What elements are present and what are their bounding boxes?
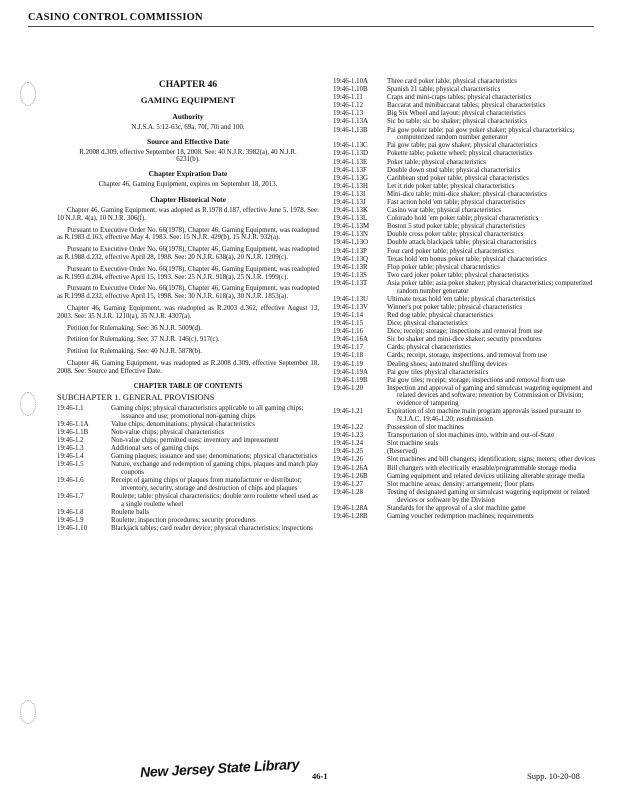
section-title: Gaming voucher redemption machines; requirements [387, 512, 534, 520]
chapter-number: CHAPTER 46 [158, 80, 218, 90]
section-title: Dice; physical characteristics [387, 320, 468, 328]
section-number: 19:46-1.13H [333, 182, 369, 190]
section-title: Sic bo table; sic bo shaker; physical characteristics [387, 118, 527, 126]
history-note: Pursuant to Executive Order No. 66(1978), Chapter 46, Gaming Equipment, was readopted as R.1983 d.163, effective May 4, 1983. See: 15 N.J.R. 429(b), 15 N.J.R. 932(a). [57, 226, 319, 242]
section-number: 19:46-1.13R [333, 263, 368, 271]
section-number: 19:46-1.13I [333, 190, 366, 198]
toc-entry [333, 78, 598, 86]
toc-entry [333, 199, 598, 207]
toc-entry [333, 296, 598, 304]
section-title: Slot machines and bill changers; identification; signs; meters; other devices [387, 456, 596, 464]
history-notes [57, 207, 319, 376]
toc-entry [333, 142, 598, 150]
section-number: 19:46-1.1A [57, 420, 89, 428]
toc-entry [333, 150, 598, 158]
toc-entry [333, 191, 598, 199]
section-title: Baccarat and minibaccarat tables; physical characteristics [387, 102, 546, 110]
toc-entry [333, 127, 598, 142]
section-title: Double cross poker table; physical characteristics [387, 231, 524, 239]
section-title: Gaming equipment and related devices utilizing alterable storage media [387, 472, 585, 480]
section-number: 19:46-1.19A [333, 368, 369, 376]
section-number: 19:46-1.13L [333, 215, 368, 223]
section-title: Cards; physical characteristics [387, 344, 471, 352]
toc-entry [333, 440, 598, 448]
section-number: 19:46-1.13N [333, 231, 369, 239]
section-title: Big Six Wheel and layout; physical characteristics [387, 110, 526, 118]
toc-entry [333, 256, 598, 264]
section-title: Pokette table; pokette wheel; physical characteristics [387, 150, 533, 158]
toc-entry [333, 239, 598, 247]
toc-entry [333, 473, 598, 481]
section-number: 19:46-1.22 [333, 424, 364, 432]
section-title: Caribbean stud poker table; physical characteristics [387, 174, 529, 182]
section-title: Casino war table; physical characteristics [387, 207, 502, 215]
toc-entry [333, 86, 598, 94]
history-note: Chapter 46, Gaming Equipment, was readopted as R.2008 d.309, effective September 18, 2008. See: Source and Effective Date. [57, 360, 319, 375]
toc-entry [57, 421, 319, 429]
section-title: Slot machine seals [387, 440, 439, 448]
toc-heading: CHAPTER TABLE OF CONTENTS [133, 382, 243, 390]
toc-entry [57, 517, 319, 525]
section-title: Red dog table; physical characteristics [387, 311, 494, 319]
toc-entry [333, 320, 598, 328]
section-title: Four card poker table; physical characteristics [387, 247, 514, 255]
section-number: 19:46-1.23 [333, 432, 364, 440]
toc-entry [333, 215, 598, 223]
toc-entry [57, 509, 319, 517]
section-number: 19:46-1.13 [333, 110, 364, 118]
toc-entry [333, 505, 598, 513]
section-title: Nature, exchange and redemption of gaming chips, plaques and match play coupons [111, 461, 319, 477]
authority-text: N.J.S.A. 5:12-63c, 69a, 70f, 70i and 100. [131, 124, 245, 132]
section-title: Mini-dice table; mini-dice shaker; physical characteristics [387, 190, 547, 198]
library-stamp: New Jersey State Library [139, 755, 300, 781]
toc-entry [57, 493, 319, 508]
toc-entry [333, 465, 598, 473]
history-note: Petition for Rulemaking. See: 40 N.J.R. 5878(b). [67, 348, 202, 356]
section-title: Two card joker poker table; physical characteristics [387, 271, 529, 279]
section-number: 19:46-1.13K [333, 207, 369, 215]
section-title: Poker table; physical characteristics [387, 158, 486, 166]
page-number: 46-1 [312, 771, 328, 781]
subchapter-heading: SUBCHAPTER 1. GENERAL PROVISIONS [57, 392, 215, 403]
section-number: 19:46-1.13J [333, 199, 366, 207]
toc-entry [333, 207, 598, 215]
section-title: Colorado hold 'em poker table; physical characteristics [387, 215, 539, 223]
toc-entry [333, 369, 598, 377]
section-title: Ultimate texas hold 'em table; physical characteristics [387, 295, 536, 303]
section-number: 19:46-1.11 [333, 94, 363, 102]
section-number: 19:46-1.6 [57, 477, 84, 485]
history-note: Pursuant to Executive Order No. 66(1978), Chapter 46, Gaming Equipment, was readopted as R.1998 d.232, effective April 15, 1998. See: 30 N.J.R. 618(a), 30 N.J.R. 1853(a). [57, 285, 319, 301]
toc-entry [333, 264, 598, 272]
section-number: 19:46-1.15 [333, 320, 364, 328]
toc-entry [333, 159, 598, 167]
section-number: 19:46-1.20 [333, 384, 364, 392]
running-header: CASINO CONTROL COMMISSION [28, 12, 203, 23]
binder-hole-mark [20, 700, 36, 724]
section-title: Winner's pot poker table; physical characteristics [387, 303, 523, 311]
section-number: 19:46-1.1 [57, 405, 84, 413]
section-number: 19:46-1.19 [333, 360, 364, 368]
history-note: Petition for Rulemaking. See: 37 N.J.R. 146(c), 917(c). [67, 336, 220, 344]
history-heading: Chapter Historical Note [150, 195, 226, 205]
section-number: 19:46-1.12 [333, 102, 364, 110]
section-number: 19:46-1.26 [333, 456, 364, 464]
section-title: Gaming chips; physical characteristics applicable to all gaming chips; issuance and use; promotional non-gaming chips [111, 405, 304, 420]
section-title: Receipt of gaming chips or plaques from manufacturer or distributor; inventory, security, storage and destruction of chips and plaques [111, 477, 302, 492]
section-title: Double down stud table; physical characteristics [387, 166, 521, 174]
section-title: Gaming plaques; issuance and use; denominations; physical characteristics [111, 453, 318, 461]
source-text: R.2008 d.309, effective September 18, 2008. See: 40 N.J.R. 3982(a), 40 N.J.R. 6231(b). [79, 148, 297, 164]
section-number: 19:46-1.10B [333, 86, 368, 94]
toc-entry [333, 102, 598, 110]
toc-entry [333, 361, 598, 369]
section-title: Cards; receipt, storage, inspections, and removal from use [387, 352, 547, 360]
toc-entry [57, 525, 319, 533]
left-column [57, 82, 319, 533]
section-title: Roulette; table: physical characteristics; double zero roulette wheel used as a single roulette wheel [111, 492, 318, 508]
toc-entry [57, 461, 319, 476]
section-title: Expiration of slot machine main program approvals issued pursuant to N.J.A.C. 19:46-1.20; resubmission [387, 408, 581, 423]
section-number: 19:46-1.8 [57, 508, 84, 516]
expiration-text: Chapter 46, Gaming Equipment, expires on September 18, 2013. [98, 180, 278, 188]
section-number: 19:46-1.28 [333, 488, 364, 496]
section-title: Pai gow table; pai gow shaker; physical characteristics [387, 142, 538, 150]
section-title: Texas hold 'em bonus poker table; physical characteristics [387, 255, 547, 263]
toc-entry [333, 336, 598, 344]
toc-entry [57, 445, 319, 453]
section-title: Roulette balls [111, 508, 150, 516]
section-title: Double attack blackjack table; physical characteristics [387, 239, 537, 247]
toc-entry [333, 94, 598, 102]
section-title: Value chips; denominations; physical characteristics [111, 420, 255, 428]
section-number: 19:46-1.17 [333, 344, 364, 352]
section-number: 19:46-1.3 [57, 445, 84, 453]
section-number: 19:46-1.13O [333, 239, 369, 247]
toc-entry [333, 344, 598, 352]
section-number: 19:46-1.16A [333, 336, 369, 344]
toc-entry [57, 437, 319, 445]
section-title: Possession of slot machines [387, 424, 464, 432]
toc-entry [333, 424, 598, 432]
section-number: 19:46-1.28B [333, 512, 368, 520]
toc-entry [333, 280, 598, 295]
toc-entry [333, 328, 598, 336]
section-title: Dice; receipt; storage; inspections and removal from use [387, 328, 543, 336]
history-note: Pursuant to Executive Order No. 66(1978), Chapter 46, Gaming Equipment, was readopted as R.1988 d.232, effective April 28, 1988. See: 20 N.J.R. 638(a), 20 N.J.R. 1209(c). [57, 246, 319, 261]
section-title: Pai gow poker table; pai gow poker shaker; physical characteristics; computerized random number generator [387, 126, 575, 142]
section-title: Three card poker table; physical characteristics [387, 78, 517, 85]
section-number: 19:46-1.13M [333, 223, 370, 231]
toc-entry [333, 408, 598, 423]
section-title: Pai gow tiles physical characteristics [387, 368, 489, 376]
toc-entry [333, 118, 598, 126]
toc-entry [333, 456, 598, 464]
toc-entry [333, 248, 598, 256]
expiration-heading: Chapter Expiration Date [148, 168, 228, 178]
section-number: 19:46-1.5 [57, 461, 84, 469]
supplement-date: Supp. 10-20-08 [527, 771, 580, 781]
section-number: 19:46-1.27 [333, 480, 364, 488]
section-number: 19:46-1.13Q [333, 255, 369, 263]
section-title: Non-value chips; physical characteristics [111, 428, 225, 436]
history-note: Chapter 46, Gaming Equipment, was readopted as R.2003 d.362, effective August 13, 2003. See: 35 N.J.R. 1210(a), 35 N.J.R. 4307(a). [57, 305, 319, 320]
toc-entry [57, 405, 319, 420]
toc-list-right [333, 78, 598, 520]
toc-entry [333, 385, 598, 408]
chapter-title: GAMING EQUIPMENT [140, 94, 236, 105]
section-number: 19:46-1.19B [333, 376, 368, 384]
section-number: 19:46-1.25 [333, 448, 364, 456]
section-title: Testing of designated gaming or simulcast wagering equipment or related devices or software by the Division [387, 488, 590, 504]
section-number: 19:46-1.13A [333, 118, 369, 126]
section-number: 19:46-1.10A [333, 78, 369, 85]
toc-list-left [57, 405, 319, 533]
section-number: 19:46-1.13B [333, 126, 368, 134]
section-number: 19:46-1.18 [333, 352, 364, 360]
section-number: 19:46-1.14 [333, 311, 364, 319]
toc-entry [57, 477, 319, 492]
section-title: Fast action hold 'em table; physical characteristics [387, 199, 526, 207]
toc-entry [333, 481, 598, 489]
section-number: 19:46-1.13U [333, 295, 369, 303]
section-title: Flop poker table; physical characteristics [387, 263, 500, 271]
toc-entry [333, 432, 598, 440]
toc-entry [333, 304, 598, 312]
header-rule [28, 26, 594, 27]
section-title: Pai gow tiles; receipt; storage; inspections and removal from use [387, 376, 566, 384]
section-number: 19:46-1.26B [333, 472, 368, 480]
section-title: Transportation of slot machines into, within and out-of-State [387, 432, 555, 440]
section-number: 19:46-1.26A [333, 464, 369, 472]
section-title: Non-value chips; permitted uses; inventory and impressment [111, 437, 279, 445]
section-number: 19:46-1.16 [333, 328, 364, 336]
binder-hole-mark [20, 82, 36, 106]
section-number: 19:46-1.13D [333, 150, 369, 158]
section-number: 19:46-1.13E [333, 158, 368, 166]
toc-entry [333, 272, 598, 280]
section-number: 19:46-1.24 [333, 440, 364, 448]
toc-entry [333, 448, 598, 456]
section-number: 19:46-1.13F [333, 166, 367, 174]
section-number: 19:46-1.13T [333, 279, 368, 287]
toc-entry [333, 489, 598, 504]
section-number: 19:46-1.13P [333, 247, 367, 255]
toc-entry [333, 513, 598, 521]
history-note: Pursuant to Executive Order No. 66(1978), Chapter 46, Gaming Equipment, was readopted as R.1993 d.204, effective April 15, 1993. See: 25 N.J.R. 918(a), 25 N.J.R. 1999(c). [57, 265, 319, 281]
binder-hole-mark [20, 392, 36, 416]
section-title: (Reserved) [387, 448, 418, 456]
section-title: Roulette; inspection procedures; security procedures [111, 516, 256, 524]
section-title: Additional sets of gaming chips [111, 445, 199, 453]
section-title: Blackjack tables; card reader device; physical characteristics; inspections [111, 524, 313, 532]
section-title: Spanish 21 table; physical characteristics [387, 86, 501, 94]
section-title: Inspection and approval of gaming and simulcast wagering equipment and related devices and software; retention by Commission or Division; evidence of tampering [387, 384, 593, 408]
section-number: 19:46-1.9 [57, 516, 84, 524]
section-number: 19:46-1.28A [333, 504, 369, 512]
toc-entry [333, 231, 598, 239]
section-number: 19:46-1.13V [333, 303, 369, 311]
section-title: Asia poker table; asia poker shaker; physical characteristics; computerized random number generator [387, 279, 593, 295]
section-title: Dealing shoes; automated shuffling devices [387, 360, 508, 368]
section-number: 19:46-1.2 [57, 437, 84, 445]
section-number: 19:46-1.1B [57, 428, 89, 436]
section-title: Sic bo shaker and mini-dice shaker; security procedures [387, 336, 542, 344]
section-title: Boston 5 stud poker table; physical characteristics [387, 223, 526, 231]
section-title: Slot machine areas; density; arrangement; floor plans [387, 480, 534, 488]
section-title: Craps and mini-craps tables; physical characteristics [387, 94, 532, 102]
toc-entry [333, 183, 598, 191]
right-column [333, 78, 598, 521]
toc-entry [333, 175, 598, 183]
history-note: Petition for Rulemaking. See: 36 N.J.R. 5009(d). [67, 324, 202, 332]
section-title: Standards for the approval of a slot machine game [387, 504, 526, 512]
toc-entry [333, 110, 598, 118]
toc-entry [333, 167, 598, 175]
toc-entry [333, 352, 598, 360]
toc-entry [333, 223, 598, 231]
toc-entry [57, 429, 319, 437]
section-number: 19:46-1.13G [333, 174, 369, 182]
source-heading: Source and Effective Date [147, 136, 229, 146]
section-number: 19:46-1.4 [57, 453, 84, 461]
section-number: 19:46-1.21 [333, 408, 364, 416]
toc-entry [333, 312, 598, 320]
toc-entry [333, 377, 598, 385]
section-number: 19:46-1.7 [57, 492, 84, 500]
history-note: Chapter 46, Gaming Equipment, was adopted as R.1978 d.187, effective June 5, 1978. See: 10 N.J.R. 4(a), 10 N.J.R. 306(f). [57, 207, 319, 222]
authority-heading: Authority [172, 112, 204, 122]
section-title: Bill changers with electrically erasable/programmable storage media [387, 464, 577, 472]
section-number: 19:46-1.10 [57, 524, 88, 532]
section-title: Let it ride poker table; physical characteristics [387, 182, 515, 190]
section-number: 19:46-1.13C [333, 142, 368, 150]
toc-entry [57, 453, 319, 461]
section-number: 19:46-1.13S [333, 271, 367, 279]
